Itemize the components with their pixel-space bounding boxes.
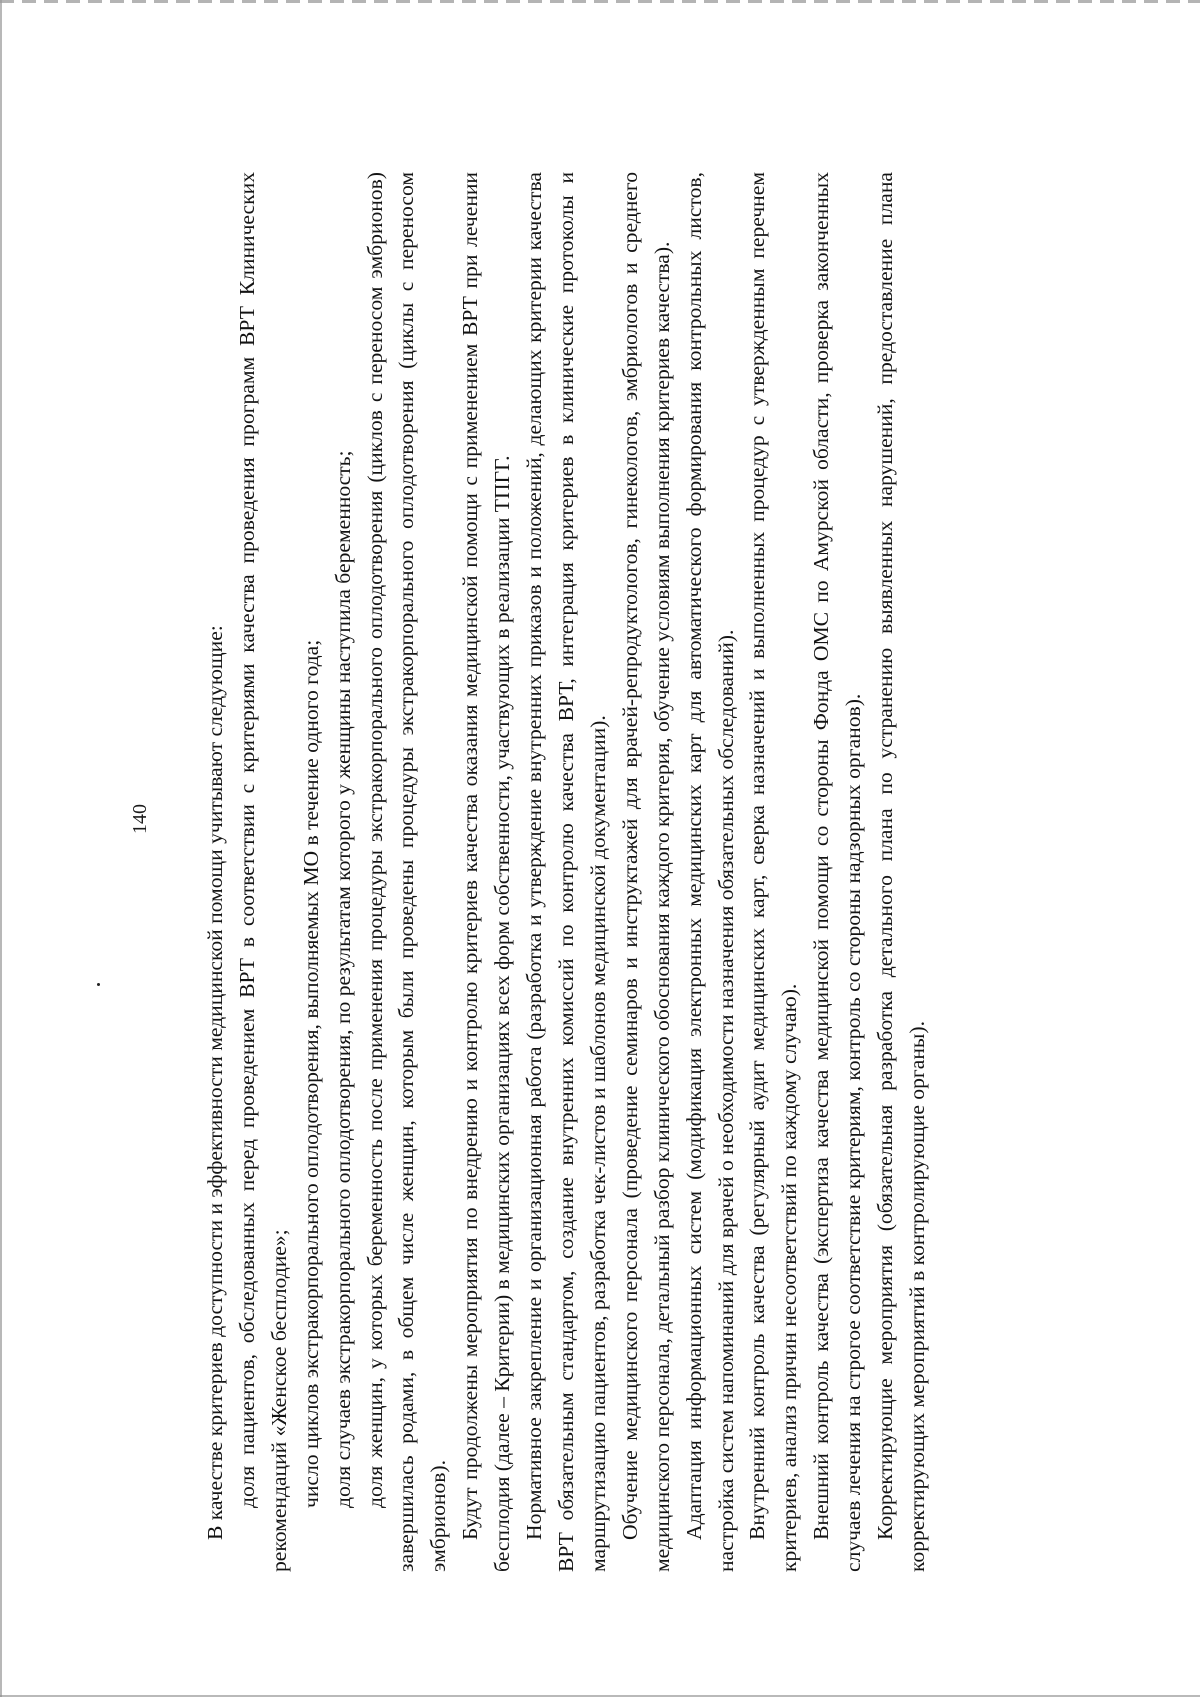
paragraph-normative-work: Нормативное закрепление и организационная работа (разработка и утверждение внутренних приказов и положений, делающих критерии качества ВРТ обязательным стандартом, создание внутренних комиссий по контролю качества ВРТ, интеграция критериев в клинические протоколы и маршрутизацию пациентов, разработка чек-листов и шаблонов медицинской документации). bbox=[522, 172, 610, 1572]
document-body bbox=[200, 172, 934, 1572]
page-number: 140 bbox=[129, 804, 151, 834]
scan-edge-top bbox=[0, 0, 1200, 3]
paragraph-external-control: Внешний контроль качества (экспертиза качества медицинской помощи со стороны Фонда ОМС по Амурской области, проверка законченных случаев лечения на строгое соответствие критериям, контроль со стороны надзорных органов). bbox=[809, 172, 866, 1572]
paragraph-criterion-cycle-count: число циклов экстракорпорального оплодотворения, выполняемых МО в течение одного года; bbox=[298, 639, 323, 1508]
paragraph-info-systems: Адаптация информационных систем (модификация электронных медицинских карт для автоматического формирования контрольных листов, настройка систем напоминаний для врачей о необходимости назначения обязательных обследований). bbox=[681, 172, 738, 1572]
paragraph-measures-continued: Будут продолжены мероприятия по внедрению и контролю критериев качества оказания медицинской помощи с применением ВРТ при лечении бесплодия (далее – Критерии) в медицинских организациях всех форм собственности, участвующих в реализации ТПГГ. bbox=[458, 172, 515, 1572]
paragraph-corrective-measures: Корректирующие мероприятия (обязательная разработка детального плана по устранению выявленных нарушений, предоставление плана корректирующих мероприятий в контролирующие органы). bbox=[873, 172, 929, 1572]
paragraph-internal-control: Внутренний контроль качества (регулярный аудит медицинских карт, сверка назначений и выполненных процедур с утвержденным перечнем критериев, анализ причин несоответствий по каждому случаю). bbox=[745, 172, 802, 1572]
paragraph-criteria-intro: В качестве критериев доступности и эффективности медицинской помощи учитывают следующие: bbox=[203, 625, 227, 1540]
scan-speck bbox=[97, 983, 100, 986]
scan-edge-left bbox=[0, 0, 2, 1697]
paragraph-staff-training: Обучение медицинского персонала (проведение семинаров и инструктажей для врачей-репродуктологов, гинекологов, эмбриологов и среднего медицинского персонала, детальный разбор клинического обоснования каждого критерия, обучение условиям выполнения критериев качества). bbox=[617, 172, 674, 1572]
paragraph-criterion-examined-patients: доля пациентов, обследованных перед проведением ВРТ в соответствии с критериями качества проведения программ ВРТ Клинических рекомендаций «Женское бесплодие»; bbox=[234, 172, 291, 1572]
paragraph-criterion-pregnancy-rate: доля случаев экстракорпорального оплодотворения, по результатам которого у женщины наступила беременность; bbox=[330, 450, 355, 1508]
paragraph-criterion-birth-rate: доля женщин, у которых беременность после применения процедуры экстракорпорального оплодотворения (циклов с переносом эмбрионов) завершилась родами, в общем числе женщин, которым были проведены процедуры экстракорпорального оплодотворения (циклы с переносом эмбрионов). bbox=[362, 172, 451, 1572]
